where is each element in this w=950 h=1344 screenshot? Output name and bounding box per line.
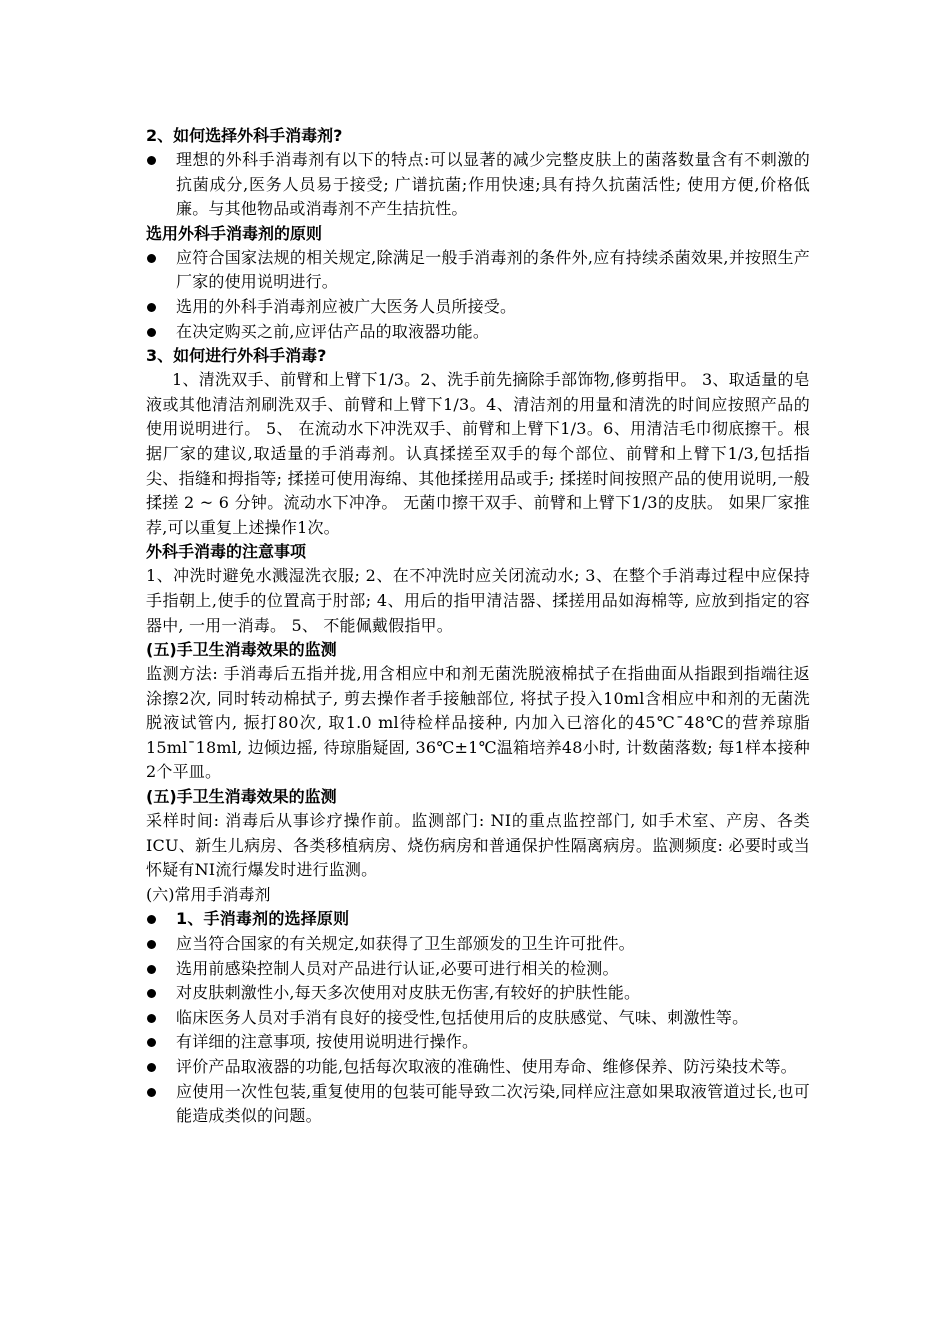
bullet-dot-icon [146, 1055, 176, 1080]
bullet-item: 临床医务人员对手消有良好的接受性,包括使用后的皮肤感觉、气味、刺激性等。 [146, 1006, 810, 1031]
section-heading-how-to-disinfect: 3、如何进行外科手消毒? [146, 346, 327, 366]
bullet-dot-icon [146, 148, 176, 173]
bullet-item: 有详细的注意事项, 按使用说明进行操作。 [146, 1030, 810, 1055]
sampling-paragraph: 采样时间: 消毒后从事诊疗操作前。监测部门: NI的重点监控部门, 如手术室、产房、各类ICU、新生儿病房、各类移植病房、烧伤病房和普通保护性隔离病房。监测频度: 必要时或当怀疑有NI流行爆发时进行监测。 [146, 811, 810, 880]
precautions-paragraph: 1、冲洗时避免水溅湿洗衣服; 2、在不冲洗时应关闭流动水; 3、在整个手消毒过程中应保持手指朝上,使手的位置高于肘部; 4、用后的指甲清洁器、揉搓用品如海棉等, 应放到指定的容器中, 一用一消毒。 5、 不能佩戴假指甲。 [146, 566, 810, 635]
bullet-dot-icon [146, 957, 176, 982]
bullet-item: 对皮肤刺激性小,每天多次使用对皮肤无伤害,有较好的护肤性能。 [146, 981, 810, 1006]
bullet-dot-icon [146, 320, 176, 345]
bullet-dot-icon [146, 1006, 176, 1031]
bullet-item: 理想的外科手消毒剂有以下的特点:可以显著的减少完整皮肤上的菌落数量含有不刺激的抗菌成分,医务人员易于接受; 广谱抗菌;作用快速;具有持久抗菌活性; 使用方便,价格低廉。与其他物品或消毒剂不产生拮抗性。 [146, 148, 810, 222]
bullet-subheading: 1、手消毒剂的选择原则 [146, 907, 810, 932]
bullet-dot-icon [146, 907, 176, 932]
bullet-dot-icon [146, 295, 176, 320]
bullet-item: 应当符合国家的有关规定,如获得了卫生部颁发的卫生许可批件。 [146, 932, 810, 957]
bullet-item: 选用的外科手消毒剂应被广大医务人员所接受。 [146, 295, 810, 320]
document-page [146, 124, 810, 1129]
bullet-item: 评价产品取液器的功能,包括每次取液的准确性、使用寿命、维修保养、防污染技术等。 [146, 1055, 810, 1080]
bullet-item: 选用前感染控制人员对产品进行认证,必要可进行相关的检测。 [146, 957, 810, 982]
section-heading-choose-surgical-disinfectant: 2、如何选择外科手消毒剂? [146, 126, 343, 145]
bullet-item: 应使用一次性包装,重复使用的包装可能导致二次污染,同样应注意如果取液管道过长,也可能造成类似的问题。 [146, 1080, 810, 1129]
bullet-item: 应符合国家法规的相关规定,除满足一般手消毒剂的条件外,应有持续杀菌效果,并按照生产厂家的使用说明进行。 [146, 246, 810, 295]
monitoring-method-paragraph: 监测方法: 手消毒后五指并拢,用含相应中和剂无菌洗脱液棉拭子在指曲面从指跟到指端往返涂擦2次, 同时转动棉拭子, 剪去操作者手接触部位, 将拭子投入10ml含相应中和剂的无菌洗脱液试管内, 振打80次, 取1.0 ml待检样品接种, 内加入已溶化的45℃¯48℃的营养琼脂15ml¯18ml, 边倾边摇, 待琼脂疑固, 36℃±1℃温箱培养48小时, 计数菌落数; 每1样本接种2个平皿。 [146, 664, 810, 782]
section-heading-monitoring-method: (五)手卫生消毒效果的监测 [146, 640, 337, 660]
section-heading-selection-principles: 选用外科手消毒剂的原则 [146, 223, 323, 243]
bullet-dot-icon [146, 1030, 176, 1055]
section-heading-monitoring-sampling: (五)手卫生消毒效果的监测 [146, 787, 337, 807]
bullet-item: 在决定购买之前,应评估产品的取液器功能。 [146, 320, 810, 345]
bullet-dot-icon [146, 1080, 176, 1105]
section-heading-common-disinfectants: (六)常用手消毒剂 [146, 884, 271, 904]
bullet-dot-icon [146, 981, 176, 1006]
section-heading-precautions: 外科手消毒的注意事项 [146, 542, 307, 562]
bullet-dot-icon [146, 246, 176, 271]
procedure-paragraph: 1、清洗双手、前臂和上臂下1/3。2、洗手前先摘除手部饰物,修剪指甲。 3、取适量的皂液或其他清洁剂刷洗双手、前臂和上臂下1/3。4、清洁剂的用量和清洗的时间应按照产品的使用说明进行。 5、 在流动水下冲洗双手、前臂和上臂下1/3。6、用清洁毛巾彻底擦干。根据厂家的建议,取适量的手消毒剂。认真揉搓至双手的每个部位、前臂和上臂下1/3,包括指尖、指缝和拇指等; 揉搓可使用海绵、其他揉搓用品或手; 揉搓时间按照产品的使用说明,一般揉搓 2 ~ 6 分钟。流动水下冲净。 无菌巾擦干双手、前臂和上臂下1/3的皮肤。 如果厂家推荐,可以重复上述操作1次。 [146, 370, 810, 537]
bullet-dot-icon [146, 932, 176, 957]
